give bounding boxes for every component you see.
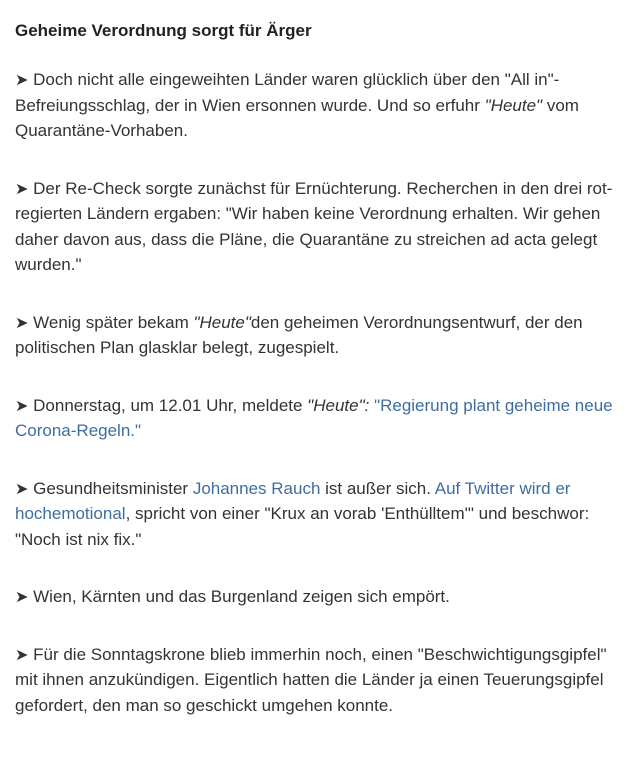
paragraph-3-emphasis: "Heute" — [193, 312, 251, 332]
arrow-bullet-icon: ➤ — [15, 70, 29, 89]
paragraph-1 — [15, 67, 615, 144]
paragraph-4-emphasis: "Heute": — [307, 395, 370, 415]
paragraph-4-text-a: Donnerstag, um 12.01 Uhr, meldete — [28, 395, 308, 415]
paragraph-5-text-c: , spricht von einer "Krux an vorab 'Enthülltem'" und beschwor: "Noch ist nix fix." — [15, 504, 590, 549]
paragraph-5-text-a: Gesundheitsminister — [28, 478, 193, 498]
paragraph-4 — [15, 393, 615, 444]
paragraph-1-emphasis: "Heute" — [484, 95, 543, 115]
paragraph-7-text: Für die Sonntagskrone blieb immerhin noch, einen "Beschwichtigungsgipfel" mit ihnen anzukündigen. Eigentlich hatten die Länder ja einen Teuerungsgipfel gefordert, den man so geschickt umgehen konnte. — [15, 644, 607, 715]
paragraph-1-text-b: vom Quarantäne-Vorhaben. — [15, 95, 579, 140]
paragraph-6 — [15, 584, 615, 610]
paragraph-3-text-a: Wenig später bekam — [28, 312, 194, 332]
arrow-bullet-icon: ➤ — [15, 178, 29, 198]
arrow-bullet-icon: ➤ — [15, 587, 29, 606]
person-link-johannes-rauch[interactable]: Johannes Rauch — [192, 478, 321, 498]
section-heading: Geheime Verordnung sorgt für Ärger — [15, 21, 312, 40]
paragraph-2 — [15, 176, 615, 278]
paragraph-5-text-b: ist außer sich. — [320, 478, 435, 498]
arrow-bullet-icon: ➤ — [15, 312, 29, 332]
paragraph-6-text: Wien, Kärnten und das Burgenland zeigen sich empört. — [28, 587, 450, 606]
paragraph-5 — [15, 476, 615, 553]
paragraph-3 — [15, 310, 615, 361]
article-link-regierung[interactable]: "Regierung plant geheime neue Corona-Regeln." — [15, 395, 613, 440]
arrow-bullet-icon: ➤ — [15, 395, 29, 415]
paragraph-2-text: Der Re-Check sorgte zunächst für Ernüchterung. Recherchen in den drei rot-regierten Ländern ergaben: "Wir haben keine Verordnung erhalten. Wir gehen daher davon aus, dass die Pläne, die Quarantäne zu streichen ad acta gelegt wurden." — [15, 178, 613, 274]
paragraph-3-text-b: den geheimen Verordnungsentwurf, der den politischen Plan glasklar belegt, zugespielt. — [15, 312, 583, 357]
paragraph-7 — [15, 642, 615, 719]
arrow-bullet-icon: ➤ — [15, 644, 29, 664]
paragraph-1-text-a: Doch nicht alle eingeweihten Länder waren glücklich über den "All in"-Befreiungsschlag, der in Wien ersonnen wurde. Und so erfuhr — [15, 70, 560, 115]
twitter-link[interactable]: Auf Twitter wird er hochemotional — [15, 478, 571, 523]
arrow-bullet-icon: ➤ — [15, 478, 29, 498]
